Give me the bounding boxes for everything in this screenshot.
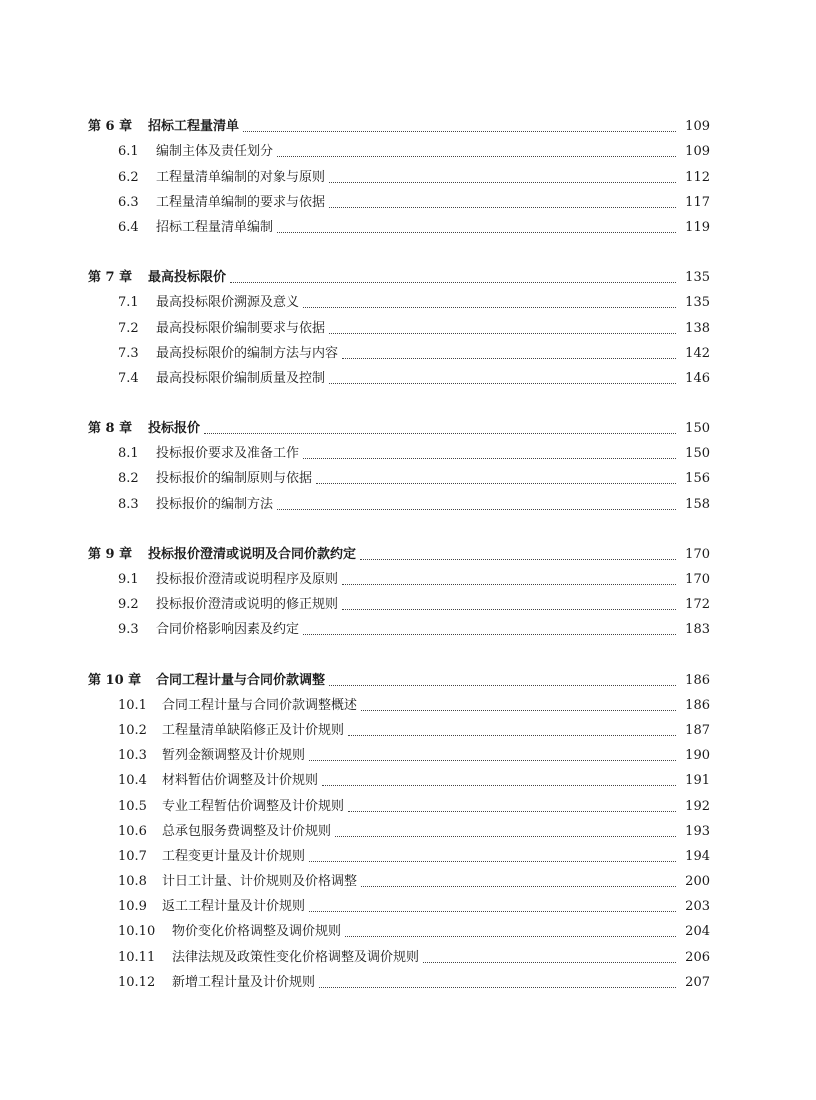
dot-leader <box>329 382 676 384</box>
chapter-7 <box>0 262 816 388</box>
dot-leader <box>342 583 676 585</box>
page-number: 170 <box>685 546 710 562</box>
section-number: 10.1 <box>118 697 147 713</box>
page-number: 135 <box>685 295 710 311</box>
dot-leader <box>277 508 676 510</box>
section-title: 工程变更计量及计价规则 <box>162 848 306 864</box>
section-number: 6.3 <box>118 194 139 210</box>
section-entry[interactable] <box>0 212 816 237</box>
section-title: 法律法规及政策性变化价格调整及调价规则 <box>172 949 420 965</box>
dot-leader <box>322 784 676 786</box>
dot-leader <box>243 130 676 132</box>
section-entry[interactable] <box>0 690 816 715</box>
page-number: 109 <box>685 144 710 160</box>
section-title: 最高投标限价溯源及意义 <box>156 295 300 311</box>
section-entry[interactable] <box>0 765 816 790</box>
dot-leader <box>335 835 676 837</box>
page-number: 190 <box>685 748 710 764</box>
chapter-number: 第 10 章 <box>88 672 142 688</box>
chapter-10 <box>0 664 816 991</box>
dot-leader <box>277 155 676 157</box>
dot-leader <box>309 759 676 761</box>
section-number: 10.8 <box>118 874 147 890</box>
section-number: 9.1 <box>118 572 139 587</box>
section-number: 9.2 <box>118 597 139 613</box>
dot-leader <box>329 332 676 334</box>
page-number: 203 <box>685 899 710 915</box>
section-number: 9.3 <box>118 622 139 638</box>
section-number: 8.1 <box>118 446 139 462</box>
section-number: 10.12 <box>118 974 156 990</box>
section-number: 10.2 <box>118 722 147 738</box>
page-number: 186 <box>685 697 710 713</box>
section-number: 10.4 <box>118 773 147 789</box>
page-number: 207 <box>685 974 710 990</box>
page-number: 170 <box>685 572 710 587</box>
section-title: 合同工程计量与合同价款调整概述 <box>162 697 358 713</box>
section-entry[interactable] <box>0 589 816 614</box>
section-number: 10.6 <box>118 823 147 839</box>
section-title: 工程量清单缺陷修正及计价规则 <box>162 722 345 738</box>
page-number: 112 <box>685 169 710 185</box>
section-title: 工程量清单编制的对象与原则 <box>156 169 326 185</box>
dot-leader <box>303 306 676 308</box>
section-title: 暂列金额调整及计价规则 <box>162 748 306 764</box>
section-title: 最高投标限价编制要求与依据 <box>156 320 326 336</box>
dot-leader <box>423 961 676 963</box>
section-entry[interactable] <box>0 564 816 589</box>
section-title: 计日工计量、计价规则及价格调整 <box>162 874 358 890</box>
section-title: 最高投标限价的编制方法与内容 <box>156 345 339 361</box>
section-entry[interactable] <box>0 740 816 765</box>
chapter-heading[interactable] <box>0 111 816 136</box>
section-entry[interactable] <box>0 790 816 815</box>
dot-leader <box>309 860 676 862</box>
section-number: 10.3 <box>118 748 147 764</box>
section-entry[interactable] <box>0 614 816 639</box>
dot-leader <box>303 457 676 459</box>
chapter-6 <box>0 111 816 237</box>
page-number: 200 <box>685 874 710 890</box>
dot-leader <box>319 986 676 988</box>
section-entry[interactable] <box>0 287 816 312</box>
page-number: 187 <box>685 722 710 738</box>
section-title: 投标报价的编制方法 <box>156 496 274 512</box>
section-entry[interactable] <box>0 488 816 513</box>
section-entry[interactable] <box>0 715 816 740</box>
dot-leader <box>303 633 676 635</box>
section-title: 材料暂估价调整及计价规则 <box>162 773 319 789</box>
section-title: 招标工程量清单编制 <box>156 219 274 235</box>
section-entry[interactable] <box>0 891 816 916</box>
section-title: 物价变化价格调整及调价规则 <box>172 924 342 940</box>
dot-leader <box>329 181 676 183</box>
section-number: 7.4 <box>118 370 139 386</box>
section-title: 工程量清单编制的要求与依据 <box>156 194 326 210</box>
dot-leader <box>329 206 676 208</box>
chapter-heading[interactable] <box>0 539 816 564</box>
page-number: 192 <box>685 798 710 814</box>
section-entry[interactable] <box>0 841 816 866</box>
page-number: 150 <box>685 421 710 437</box>
page-number: 172 <box>685 597 710 613</box>
chapter-title: 最高投标限价 <box>148 270 227 286</box>
section-number: 10.10 <box>118 924 156 940</box>
section-number: 7.3 <box>118 345 139 361</box>
section-number: 8.3 <box>118 496 139 512</box>
section-title: 最高投标限价编制质量及控制 <box>156 370 326 386</box>
page-number: 204 <box>685 924 710 940</box>
page-number: 194 <box>685 848 710 864</box>
page-number: 142 <box>685 345 710 361</box>
section-entry[interactable] <box>0 187 816 212</box>
dot-leader <box>345 935 676 937</box>
page-number: 117 <box>685 194 710 210</box>
section-number: 7.2 <box>118 320 139 336</box>
chapter-number: 第 8 章 <box>88 421 133 437</box>
chapter-title: 投标报价 <box>148 421 201 437</box>
dot-leader <box>361 709 676 711</box>
dot-leader <box>230 281 676 283</box>
dot-leader <box>348 734 676 736</box>
section-entry[interactable] <box>0 967 816 992</box>
section-entry[interactable] <box>0 816 816 841</box>
chapter-title: 投标报价澄清或说明及合同价款约定 <box>148 546 357 562</box>
section-entry[interactable] <box>0 866 816 891</box>
chapter-number: 第 7 章 <box>88 270 133 286</box>
chapter-number: 第 9 章 <box>88 546 133 562</box>
dot-leader <box>342 357 676 359</box>
dot-leader <box>348 810 676 812</box>
page-number: 150 <box>685 446 710 462</box>
section-entry[interactable] <box>0 363 816 388</box>
chapter-heading[interactable] <box>0 413 816 438</box>
section-title: 投标报价澄清或说明程序及原则 <box>156 572 339 587</box>
dot-leader <box>277 231 676 233</box>
page-number: 156 <box>685 471 710 487</box>
section-entry[interactable] <box>0 338 816 363</box>
section-number: 6.1 <box>118 144 139 160</box>
dot-leader <box>329 684 676 686</box>
page-number: 158 <box>685 496 710 512</box>
section-title: 投标报价的编制原则与依据 <box>156 471 313 487</box>
chapter-heading[interactable] <box>0 262 816 287</box>
section-title: 总承包服务费调整及计价规则 <box>162 823 332 839</box>
page-number: 186 <box>685 672 710 688</box>
page-number: 146 <box>685 370 710 386</box>
section-title: 专业工程暂估价调整及计价规则 <box>162 798 345 814</box>
page-number: 206 <box>685 949 710 965</box>
page-number: 193 <box>685 823 710 839</box>
section-title: 投标报价要求及准备工作 <box>156 446 300 462</box>
section-title: 返工工程计量及计价规则 <box>162 899 306 915</box>
section-number: 10.9 <box>118 899 147 915</box>
chapter-9 <box>0 539 816 640</box>
chapter-8 <box>0 413 816 514</box>
section-title: 合同价格影响因素及约定 <box>156 622 300 638</box>
section-title: 投标报价澄清或说明的修正规则 <box>156 597 339 613</box>
section-title: 编制主体及责任划分 <box>156 144 274 160</box>
page-number: 109 <box>685 119 710 135</box>
dot-leader <box>342 608 676 610</box>
section-entry[interactable] <box>0 941 816 966</box>
chapter-number: 第 6 章 <box>88 119 133 135</box>
dot-leader <box>309 910 676 912</box>
page-number: 135 <box>685 270 710 286</box>
section-entry[interactable] <box>0 312 816 337</box>
dot-leader <box>204 432 676 434</box>
chapter-title: 招标工程量清单 <box>148 119 240 135</box>
section-entry[interactable] <box>0 136 816 161</box>
chapter-heading[interactable] <box>0 664 816 689</box>
section-entry[interactable] <box>0 438 816 463</box>
section-entry[interactable] <box>0 161 816 186</box>
page-number: 138 <box>685 320 710 336</box>
section-number: 10.7 <box>118 848 147 864</box>
section-number: 8.2 <box>118 471 139 487</box>
section-number: 6.2 <box>118 169 139 185</box>
section-number: 10.11 <box>118 949 156 965</box>
dot-leader <box>361 885 676 887</box>
section-title: 新增工程计量及计价规则 <box>172 974 316 990</box>
chapter-title: 合同工程计量与合同价款调整 <box>156 672 326 688</box>
dot-leader <box>360 558 676 560</box>
section-entry[interactable] <box>0 916 816 941</box>
table-of-contents <box>0 111 816 1017</box>
page-number: 191 <box>685 773 710 789</box>
page-number: 183 <box>685 622 710 638</box>
section-entry[interactable] <box>0 463 816 488</box>
page-number: 119 <box>685 219 710 235</box>
section-number: 10.5 <box>118 798 147 814</box>
section-number: 7.1 <box>118 295 139 311</box>
dot-leader <box>316 482 676 484</box>
section-number: 6.4 <box>118 219 139 235</box>
